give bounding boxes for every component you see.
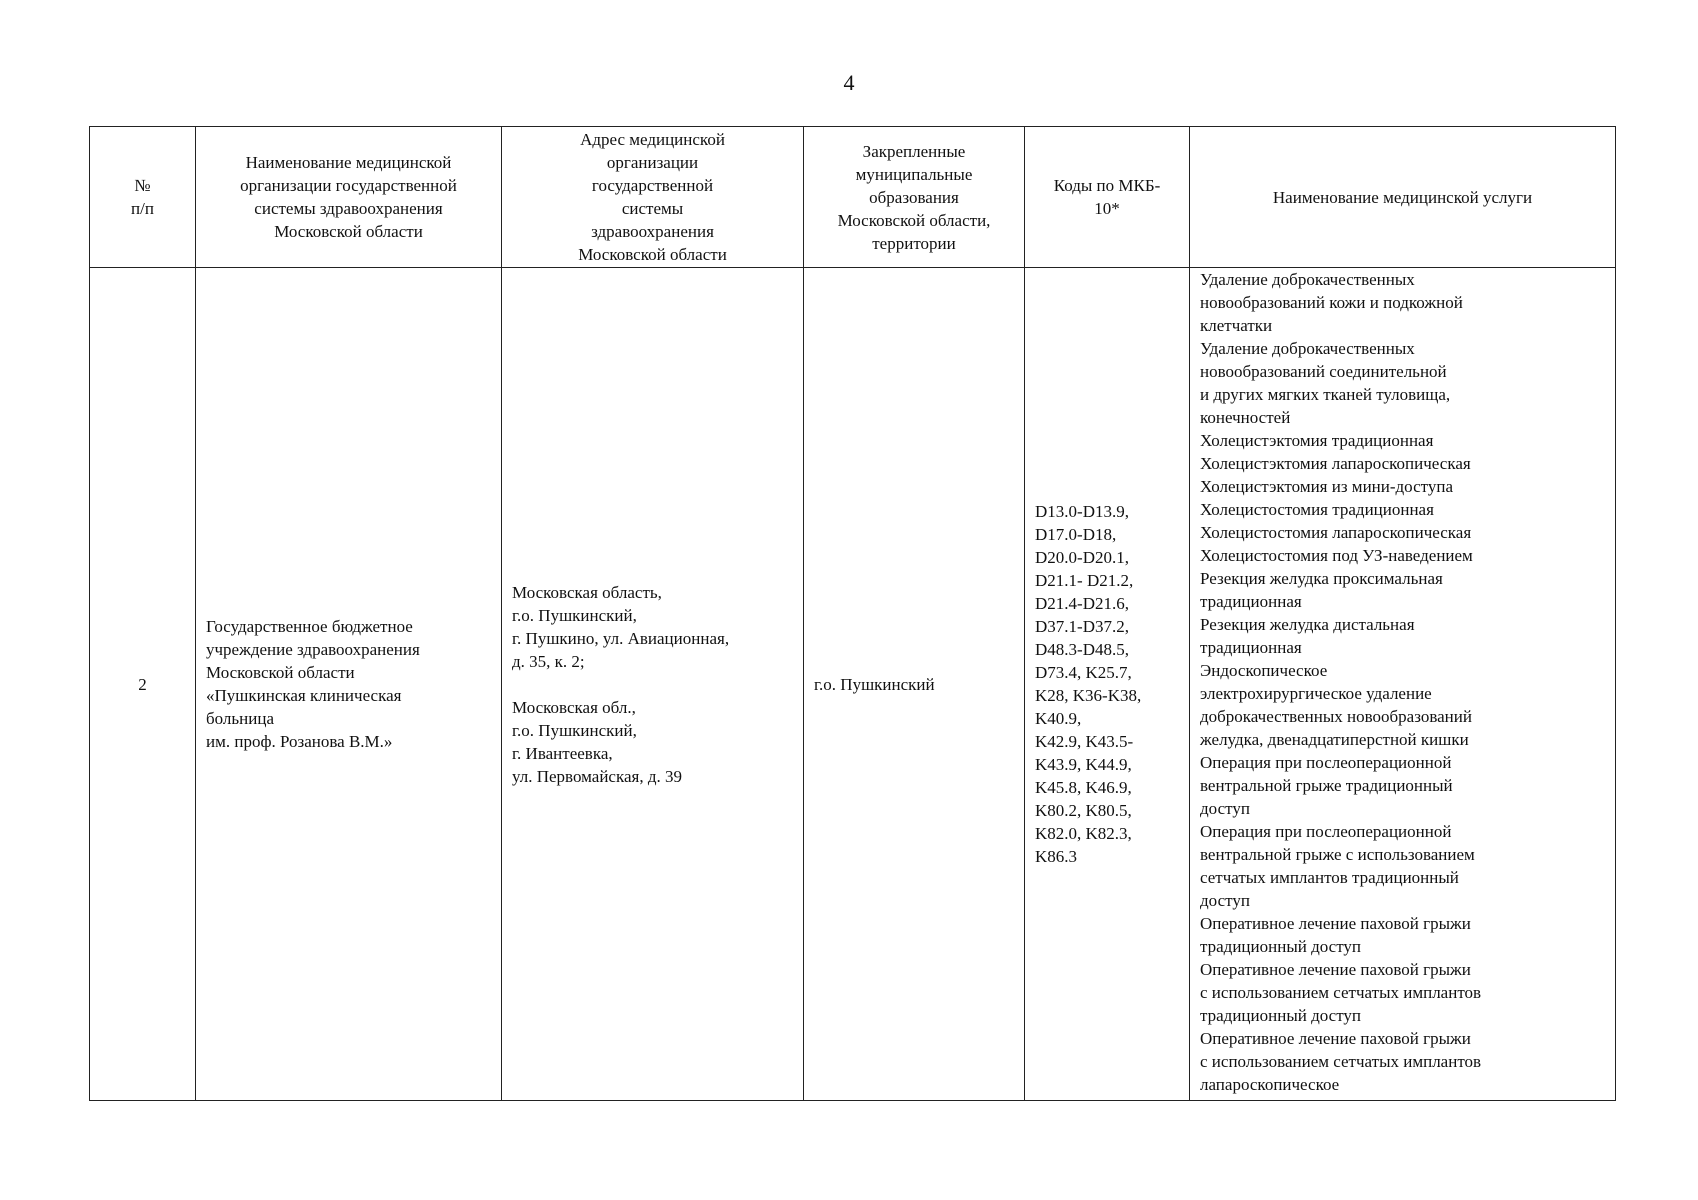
icd-codes: D13.0-D13.9, D17.0-D18, D20.0-D20.1, D21.1- D21.2, D21.4-D21.6, D37.1-D37.2, D48.3-D48.5, D73.4, K25.7, K28, K36-K38, K40.9, K42.9, K43.5- K43.9, K44.9, K45.8, K46.9, K80.2, K80.5, K82.0, K82.3, K86.3 [1035, 502, 1142, 866]
service-line: Оперативное лечение паховой грыжи [1200, 914, 1471, 933]
header-org-name: Наименование медицинской организации государственной системы здравоохранения Московской области [196, 127, 502, 268]
service-line: Операция при послеоперационной [1200, 753, 1452, 772]
header-address: Адрес медицинской организации государственной системы здравоохранения Московской области [502, 127, 804, 268]
service-line: желудка, двенадцатиперстной кишки [1200, 730, 1469, 749]
municipality-cell [804, 268, 1025, 1101]
header-municipalities: Закрепленные муниципальные образования Московской области, территории [804, 127, 1025, 268]
header-icd-codes: Коды по МКБ- 10* [1025, 127, 1190, 268]
service-line: новообразований кожи и подкожной [1200, 293, 1463, 312]
services-table [89, 126, 1616, 1101]
service-line: с использованием сетчатых имплантов [1200, 983, 1482, 1002]
service-line: Удаление доброкачественных [1200, 270, 1415, 289]
service-line: Холецистэктомия традиционная [1200, 431, 1434, 450]
org-name: Государственное бюджетное учреждение здравоохранения Московской области «Пушкинская клиническая больница им. проф. Розанова В.М.» [206, 617, 420, 751]
service-line: Холецистэктомия из мини-доступа [1200, 477, 1453, 496]
service-line: доступ [1200, 891, 1250, 910]
icd-codes-cell [1025, 268, 1190, 1101]
service-line: доброкачественных новообразований [1200, 707, 1472, 726]
service-line: сетчатых имплантов традиционный [1200, 868, 1459, 887]
service-line: новообразований соединительной [1200, 362, 1447, 381]
service-line: Эндоскопическое [1200, 661, 1328, 680]
header-service-name: Наименование медицинской услуги [1190, 127, 1616, 268]
service-line: Резекция желудка проксимальная [1200, 569, 1443, 588]
address-1: Московская область, г.о. Пушкинский, г. Пушкино, ул. Авиационная, д. 35, к. 2; [512, 582, 730, 671]
service-line: доступ [1200, 799, 1250, 818]
service-line: Удаление доброкачественных [1200, 339, 1415, 358]
service-line: конечностей [1200, 408, 1291, 427]
municipality: г.о. Пушкинский [814, 674, 935, 694]
table-header-row [90, 127, 1616, 268]
service-line: лапароскопическое [1200, 1075, 1340, 1094]
service-line: клетчатки [1200, 316, 1273, 335]
service-line: с использованием сетчатых имплантов [1200, 1052, 1482, 1071]
services-cell [1190, 268, 1616, 1101]
service-line: традиционный доступ [1200, 937, 1362, 956]
address-cell [502, 268, 804, 1101]
page-number: 4 [843, 70, 855, 95]
address-2: Московская обл., г.о. Пушкинский, г. Ивантеевка, ул. Первомайская, д. 39 [512, 697, 682, 786]
service-line: Оперативное лечение паховой грыжи [1200, 960, 1471, 979]
service-line: Холецистостомия лапароскопическая [1200, 523, 1472, 542]
service-line: электрохирургическое удаление [1200, 684, 1432, 703]
service-line: и других мягких тканей туловища, [1200, 385, 1451, 404]
service-line: традиционная [1200, 638, 1302, 657]
service-line: Резекция желудка дистальная [1200, 615, 1415, 634]
service-line: традиционная [1200, 592, 1302, 611]
service-line: вентральной грыже с использованием [1200, 845, 1475, 864]
org-name-cell [196, 268, 502, 1101]
service-line: Холецистостомия под УЗ-наведением [1200, 546, 1473, 565]
service-line: вентральной грыже традиционный [1200, 776, 1453, 795]
service-line: традиционный доступ [1200, 1006, 1362, 1025]
service-line: Операция при послеоперационной [1200, 822, 1452, 841]
row-num: 2 [90, 268, 196, 1101]
services-list [1200, 268, 1605, 1096]
service-line: Оперативное лечение паховой грыжи [1200, 1029, 1471, 1048]
header-num: № п/п [90, 127, 196, 268]
service-line: Холецистостомия традиционная [1200, 500, 1434, 519]
service-line: Холецистэктомия лапароскопическая [1200, 454, 1471, 473]
table-row [90, 268, 1616, 1101]
